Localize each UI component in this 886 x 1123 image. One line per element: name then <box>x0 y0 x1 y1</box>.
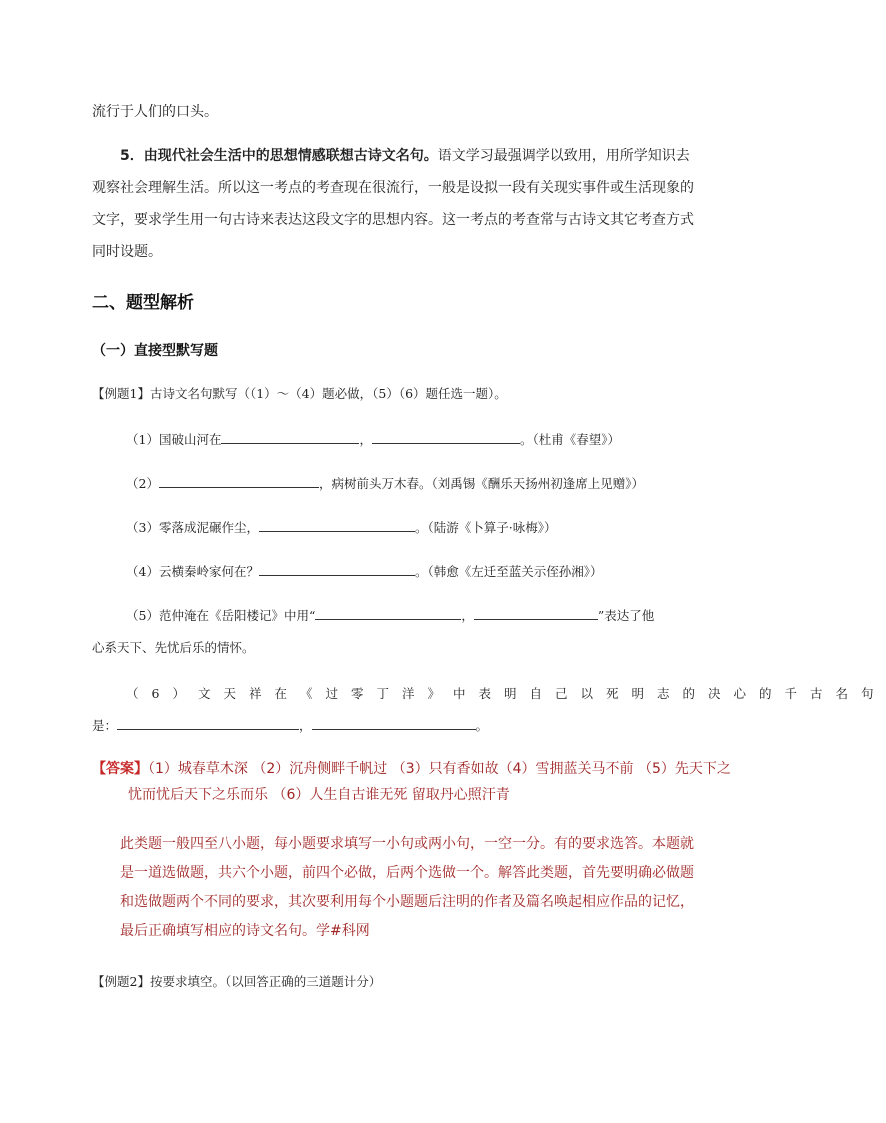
question-number: （3） <box>126 520 159 535</box>
answer-blank[interactable] <box>221 431 359 444</box>
question-6: （6）文天祥在《过零丁洋》中表明自己以死明志的决心的千古名句 <box>126 686 886 701</box>
answer-text: （1）城春草木深 （2）沉舟侧畔千帆过 （3）只有香如故（4）雪拥蓝关马不前 （5）先天下之忧而忧后天下之乐而乐 （6）人生自古谁无死 留取丹心照汗青 <box>128 761 731 803</box>
question-text: 是： <box>92 718 118 733</box>
question-2 <box>126 474 736 492</box>
answer-blank[interactable] <box>259 563 415 576</box>
point5-paragraph <box>92 140 702 268</box>
question-text: 范仲淹在《岳阳楼记》中用“ <box>158 608 316 623</box>
intro-text <box>92 96 702 128</box>
question-number: （4） <box>126 564 159 579</box>
answer-blank[interactable] <box>312 717 476 730</box>
question-4 <box>126 562 736 580</box>
question-end: 。 <box>475 718 489 733</box>
question-number: （1） <box>126 432 159 447</box>
question-source: 。（韩愈《左迁至蓝关示侄孙湘》） <box>414 564 603 579</box>
answer-blank[interactable] <box>372 431 520 444</box>
answer-tag: 【答案】 <box>92 761 148 777</box>
question-source: 。（陆游《卜算子·咏梅》） <box>414 520 557 535</box>
question-5 <box>126 606 736 624</box>
intro-line: 流行于人们的口头。 <box>92 104 218 120</box>
question-text: 国破山河在 <box>158 432 222 447</box>
question-1 <box>126 430 736 448</box>
question-3 <box>126 518 736 536</box>
answer-blank[interactable] <box>159 475 319 488</box>
question-text: 零落成泥碾作尘， <box>158 520 259 535</box>
answer-blank[interactable] <box>117 717 299 730</box>
question-text: 云横秦岭家何在？ <box>158 564 259 579</box>
question-text-end: ”表达了他 <box>597 608 655 623</box>
section-title: 二、题型解析 <box>92 293 194 313</box>
point5-heading: 5．由现代社会生活中的思想情感联想古诗文名句。 <box>120 148 438 164</box>
answer-blank[interactable] <box>315 607 461 620</box>
question-sep: ， <box>299 718 312 733</box>
example2-title: 【例题2】按要求填空。（以回答正确的三道题计分） <box>92 974 382 989</box>
question-source: ，病树前头万木春。（刘禹锡《酬乐天扬州初逢席上见赠》） <box>318 476 644 491</box>
question-sep: ， <box>461 608 474 623</box>
subsection-title: （一）直接型默写题 <box>92 343 218 359</box>
answer-blank[interactable] <box>259 519 415 532</box>
answer-block <box>92 756 738 808</box>
question-number: （2） <box>126 476 159 491</box>
example1-title: 【例题1】古诗文名句默写（（1）～（4）题必做，（5）（6）题任选一题）。 <box>92 386 507 401</box>
question-6-continued <box>92 716 702 734</box>
analysis-block: 此类题一般四至八小题，每小题要求填写一小句或两小句，一空一分。有的要求选答。本题就是一道选做题，共六个小题，前四个必做，后两个选做一个。解答此类题，首先要明确必做题和选做题两个不同的要求，其次要利用每个小题题后注明的作者及篇名唤起相应作品的记忆，最后正确填写相应的诗文名句。学#科网 <box>120 836 694 939</box>
question-5-continued: 心系天下、先忧后乐的情怀。 <box>92 640 255 655</box>
question-number: （5） <box>126 608 159 623</box>
answer-blank[interactable] <box>474 607 598 620</box>
question-source: 。（杜甫《春望》） <box>519 432 620 447</box>
point5-text: 语文学习最强调学以致用，用所学知识去观察社会理解生活。所以这一考点的考查现在很流行，一般是设拟一段有关现实事件或生活现象的文字，要求学生用一句古诗来表达这段文字的思想内容。这一考点的考查常与古诗文其它考查方式同时设题。 <box>92 148 694 260</box>
question-sep: ， <box>359 432 372 447</box>
